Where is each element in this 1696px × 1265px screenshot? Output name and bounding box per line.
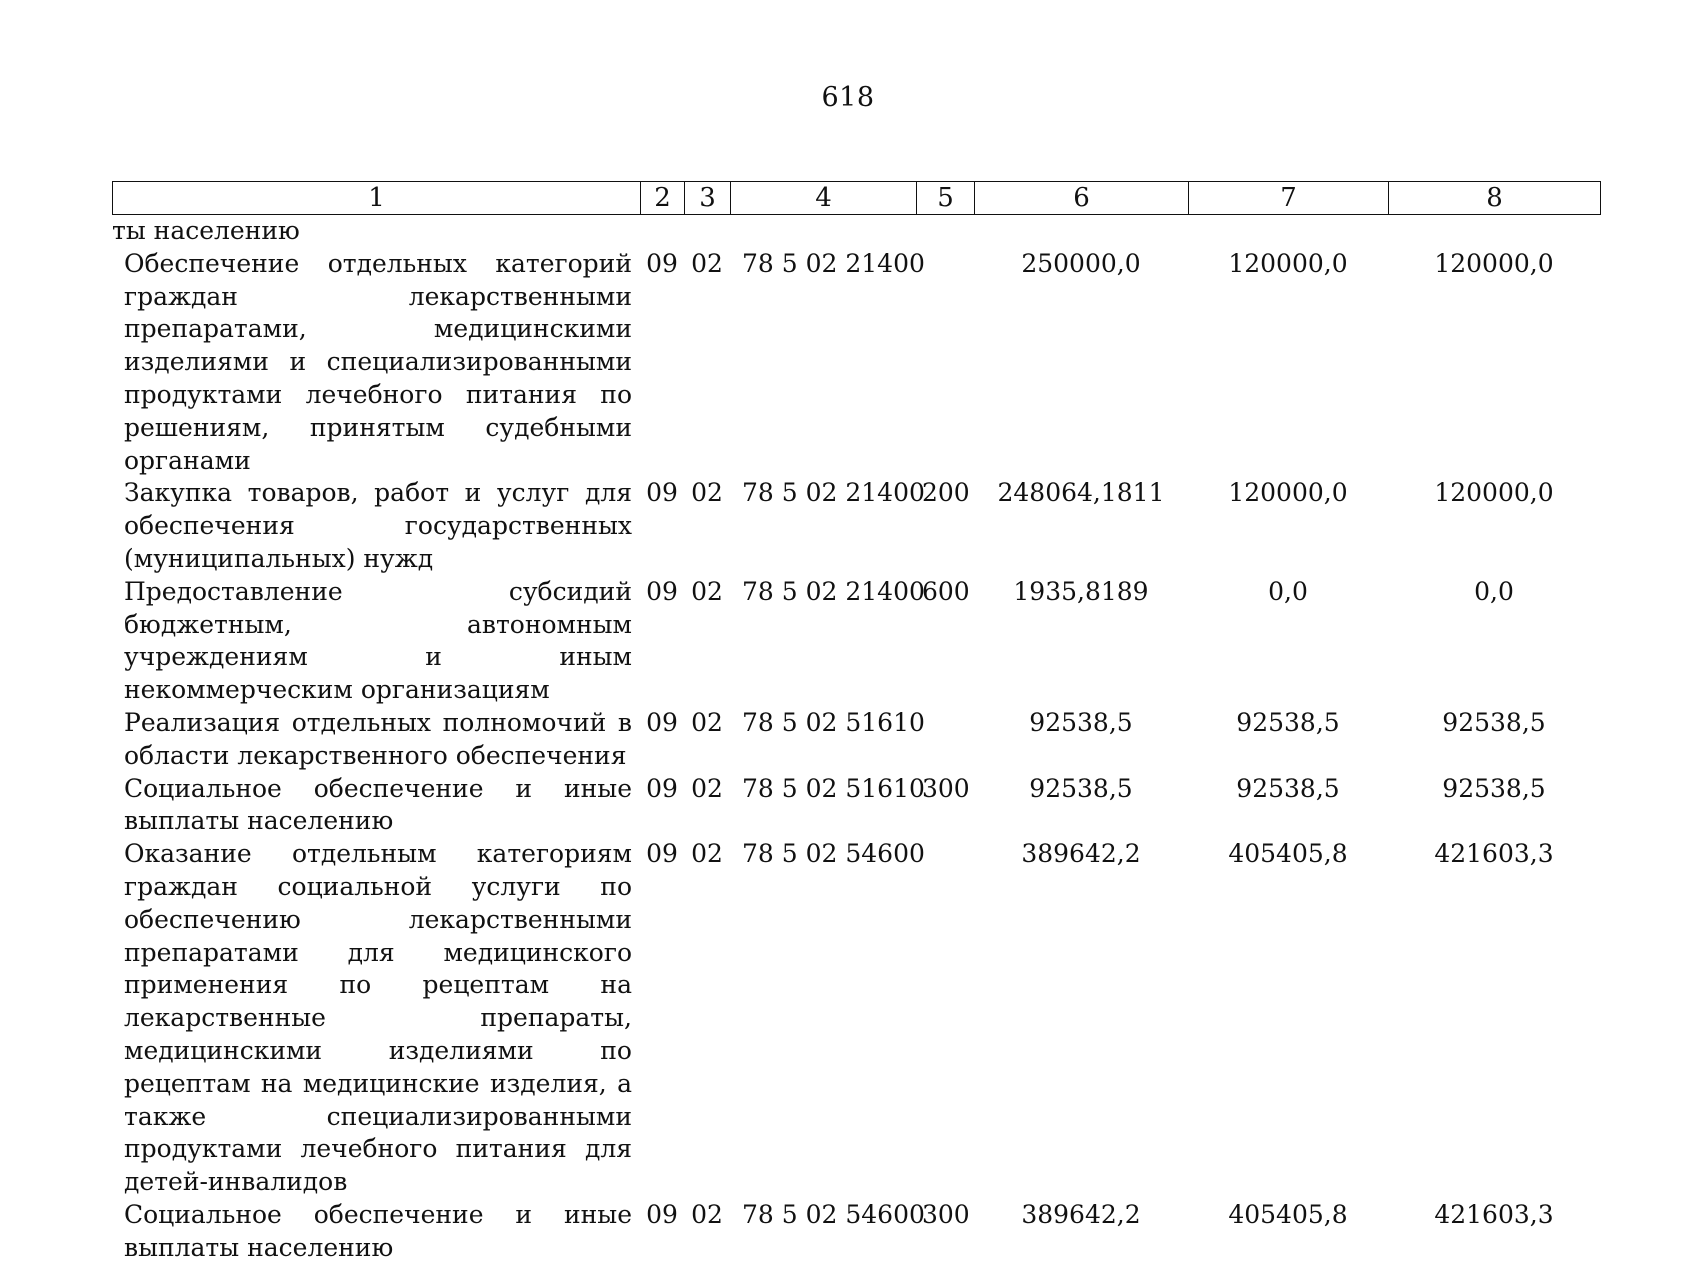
- row-amount-col8: 421603,3: [1434, 1199, 1554, 1229]
- row-section-code: 09: [646, 576, 678, 606]
- row-amount-col7: [1188, 215, 1388, 248]
- row-section-code: 09: [646, 839, 678, 869]
- table-row: [112, 248, 1600, 478]
- row-section-code: 09: [646, 1199, 678, 1229]
- table-row: [112, 707, 1600, 773]
- row-subsection-code: 02: [691, 248, 723, 278]
- row-amount-col6: 1935,8189: [1013, 576, 1149, 606]
- header-col-3: 3: [685, 182, 731, 215]
- row-amount-col6: 250000,0: [1021, 248, 1141, 278]
- header-col-8: 8: [1389, 182, 1601, 215]
- row-subsection-code: 02: [691, 576, 723, 606]
- row-subsection-code: 02: [691, 478, 723, 508]
- header-col-1: 1: [113, 182, 641, 215]
- row-subsection-code: [684, 215, 730, 248]
- row-name: Оказание отдельным категориям граждан социальной услуги по обеспечению лекарственными препаратами для медицинского применения по рецептам на лекарственные препараты, медицинскими изделиями по рецептам на медицинские изделия, а также специализированными продуктами лечебного питания для детей-инвалидов: [124, 839, 632, 1197]
- row-target-code: 78 5 02 21400: [742, 478, 925, 508]
- row-expense-type: 200: [922, 478, 970, 508]
- row-amount-col7: 120000,0: [1228, 248, 1348, 278]
- header-col-7: 7: [1189, 182, 1389, 215]
- header-row: [113, 182, 1601, 215]
- page-number: 618: [821, 82, 875, 113]
- row-amount-col6: 92538,5: [1029, 707, 1133, 737]
- table-row: [112, 477, 1600, 575]
- row-target-code: 78 5 02 21400: [742, 576, 925, 606]
- row-expense-type: [916, 838, 974, 1199]
- row-amount-col7: 120000,0: [1228, 478, 1348, 508]
- row-section-code: 09: [646, 478, 678, 508]
- row-target-code: 78 5 02 21400: [742, 248, 925, 278]
- row-name: Социальное обеспечение и иные выплаты населению: [124, 1199, 632, 1262]
- row-amount-col6: 92538,5: [1029, 773, 1133, 803]
- row-amount-col7: 405405,8: [1228, 1199, 1348, 1229]
- row-subsection-code: 02: [691, 773, 723, 803]
- header-col-4: 4: [731, 182, 917, 215]
- row-expense-type: 300: [922, 773, 970, 803]
- row-section-code: 09: [646, 773, 678, 803]
- budget-table: [112, 181, 1600, 1265]
- header-col-2: 2: [641, 182, 685, 215]
- row-expense-type: [916, 215, 974, 248]
- row-subsection-code: 02: [691, 839, 723, 869]
- table-row: [112, 576, 1600, 707]
- row-target-code: 78 5 02 54600: [742, 1199, 925, 1229]
- table-row: [112, 215, 1600, 248]
- row-name: Предоставление субсидий бюджетным, автономным учреждениям и иным некоммерческим организациям: [124, 576, 632, 705]
- table-body: [112, 215, 1600, 1265]
- row-amount-col7: 92538,5: [1236, 707, 1340, 737]
- row-amount-col8: 92538,5: [1442, 707, 1546, 737]
- row-amount-col8: 92538,5: [1442, 773, 1546, 803]
- row-expense-type: 600: [922, 576, 970, 606]
- row-subsection-code: 02: [691, 1199, 723, 1229]
- table-header: [112, 181, 1601, 215]
- row-target-code: 78 5 02 51610: [742, 707, 925, 737]
- row-amount-col8: 421603,3: [1434, 839, 1554, 869]
- row-amount-col7: 92538,5: [1236, 773, 1340, 803]
- row-section-code: 09: [646, 248, 678, 278]
- table-row: [112, 773, 1600, 839]
- row-name: Реализация отдельных полномочий в области лекарственного обеспечения: [124, 707, 632, 770]
- row-target-code: 78 5 02 51610: [742, 773, 925, 803]
- row-amount-col8: [1388, 215, 1600, 248]
- row-name: Обеспечение отдельных категорий граждан лекарственными препаратами, медицинскими изделиями и специализированными продуктами лечебного питания по решениям, принятым судебными органами: [124, 248, 632, 475]
- row-amount-col6: 389642,2: [1021, 1199, 1141, 1229]
- row-amount-col8: 120000,0: [1434, 248, 1554, 278]
- row-section-code: 09: [646, 707, 678, 737]
- header-col-5: 5: [917, 182, 975, 215]
- row-name: ты населению: [112, 216, 300, 245]
- row-amount-col8: 0,0: [1474, 576, 1514, 606]
- header-col-6: 6: [975, 182, 1189, 215]
- row-amount-col7: 0,0: [1268, 576, 1308, 606]
- row-expense-type: 300: [922, 1199, 970, 1229]
- row-amount-col6: [974, 215, 1188, 248]
- table-row: [112, 838, 1600, 1199]
- row-amount-col8: 120000,0: [1434, 478, 1554, 508]
- row-name: Социальное обеспечение и иные выплаты населению: [124, 773, 632, 836]
- row-amount-col6: 248064,1811: [997, 478, 1165, 508]
- table-row: [112, 1199, 1600, 1265]
- row-subsection-code: 02: [691, 707, 723, 737]
- row-target-code: [730, 215, 916, 248]
- row-amount-col6: 389642,2: [1021, 839, 1141, 869]
- row-expense-type: [916, 248, 974, 478]
- row-section-code: [640, 215, 684, 248]
- row-name: Закупка товаров, работ и услуг для обеспечения государственных (муниципальных) нужд: [124, 478, 632, 573]
- row-target-code: 78 5 02 54600: [742, 839, 925, 869]
- row-amount-col7: 405405,8: [1228, 839, 1348, 869]
